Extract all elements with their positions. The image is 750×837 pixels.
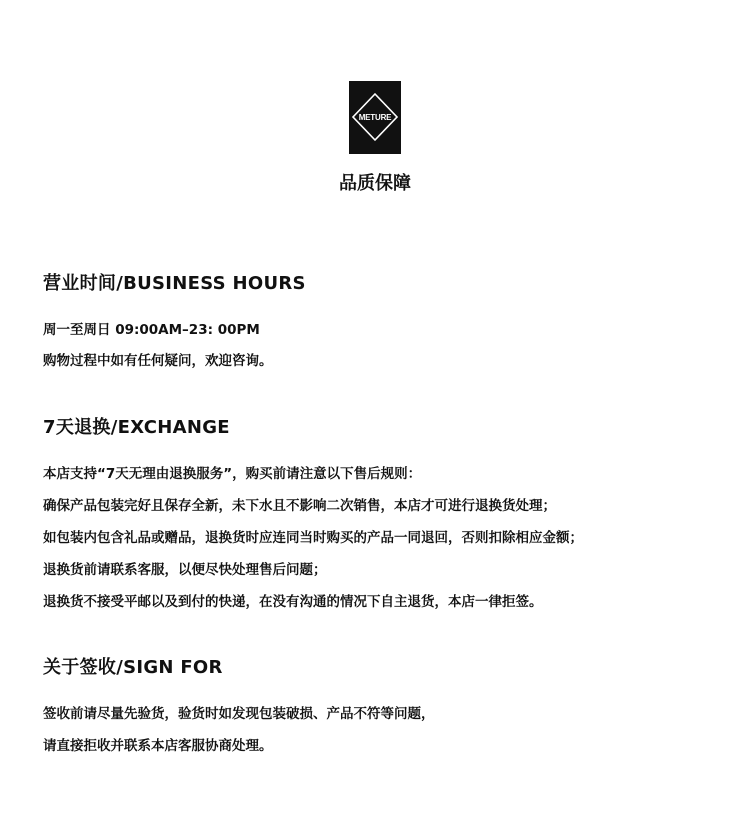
sign-for-heading: 关于签收/SIGN FOR [43, 657, 223, 678]
brand-logo [349, 81, 401, 154]
sign-for-line: 签收前请尽量先验货，验货时如发现包装破损、产品不符等问题， [43, 706, 435, 722]
sign-for-line: 请直接拒收并联系本店客服协商处理。 [43, 738, 273, 754]
business-hours-line: 周一至周日 09:00AM–23: 00PM [43, 322, 260, 338]
page-title: 品质保障 [339, 173, 411, 194]
exchange-line: 退换货前请联系客服，以便尽快处理售后问题； [43, 562, 327, 578]
exchange-heading: 7天退换/EXCHANGE [43, 417, 230, 438]
exchange-line: 本店支持“7天无理由退换服务”，购买前请注意以下售后规则： [43, 466, 422, 482]
business-hours-line: 购物过程中如有任何疑问，欢迎咨询。 [43, 353, 273, 369]
exchange-line: 确保产品包装完好且保存全新，未下水且不影响二次销售，本店才可进行退换货处理； [43, 498, 556, 514]
brand-logo-text: METURE [358, 113, 392, 122]
exchange-line: 退换货不接受平邮以及到付的快递，在没有沟通的情况下自主退货，本店一律拒签。 [43, 594, 543, 610]
exchange-line: 如包装内包含礼品或赠品，退换货时应连同当时购买的产品一同退回，否则扣除相应金额； [43, 530, 583, 546]
business-hours-heading: 营业时间/BUSINESS HOURS [43, 273, 306, 294]
